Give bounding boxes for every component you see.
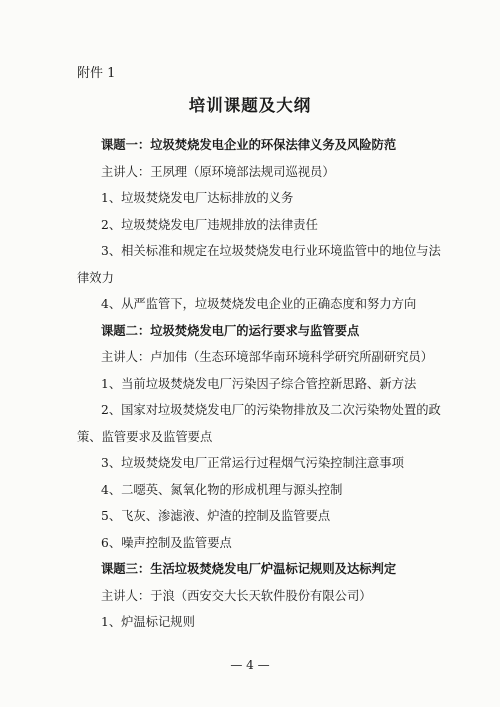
topic-heading: 课题二：垃圾焚烧发电厂的运行要求与监管要点 [101,323,360,338]
topic-item: 4、从严监管下，垃圾焚烧发电企业的正确态度和努力方向 [101,297,417,311]
topic-item: 3、相关标准和规定在垃圾焚烧发电行业环境监管中的地位与法 [101,244,441,258]
topic-item: 律效力 [77,271,114,285]
page-number: — 4 — [230,658,270,672]
topic-speaker: 主讲人：卢加伟（生态环境部华南环境科学研究所副研究员） [101,350,434,364]
topic-heading: 课题三：生活垃圾焚烧发电厂炉温标记规则及达标判定 [101,561,397,576]
topic-item: 3、垃圾焚烧发电厂正常运行过程烟气污染控制注意事项 [101,456,404,470]
topic-item: 2、垃圾焚烧发电厂违规排放的法律责任 [101,218,318,232]
topic-item: 策、监管要求及监管要点 [77,430,213,444]
topic-speaker: 主讲人：王夙理（原环境部法规司巡视员） [101,165,335,179]
topic-item: 4、二噁英、氮氧化物的形成机理与源头控制 [101,483,343,497]
topic-item: 1、当前垃圾焚烧发电厂污染因子综合管控新思路、新方法 [101,377,417,391]
topic-item: 6、噪声控制及监管要点 [101,536,232,550]
topic-item: 2、国家对垃圾焚烧发电厂的污染物排放及二次污染物处置的政 [101,403,441,417]
topic-item: 1、垃圾焚烧发电厂达标排放的义务 [101,191,294,205]
topic-speaker: 主讲人：于浪（西安交大长天软件股份有限公司） [101,589,372,603]
attachment-label: 附件 1 [77,66,116,81]
document-title: 培训课题及大纲 [188,96,312,115]
topic-heading: 课题一：垃圾焚烧发电企业的环保法律义务及风险防范 [101,137,397,152]
topic-item: 5、飞灰、渗滤液、炉渣的控制及监管要点 [101,509,331,523]
topic-item: 1、炉温标记规则 [101,615,195,629]
